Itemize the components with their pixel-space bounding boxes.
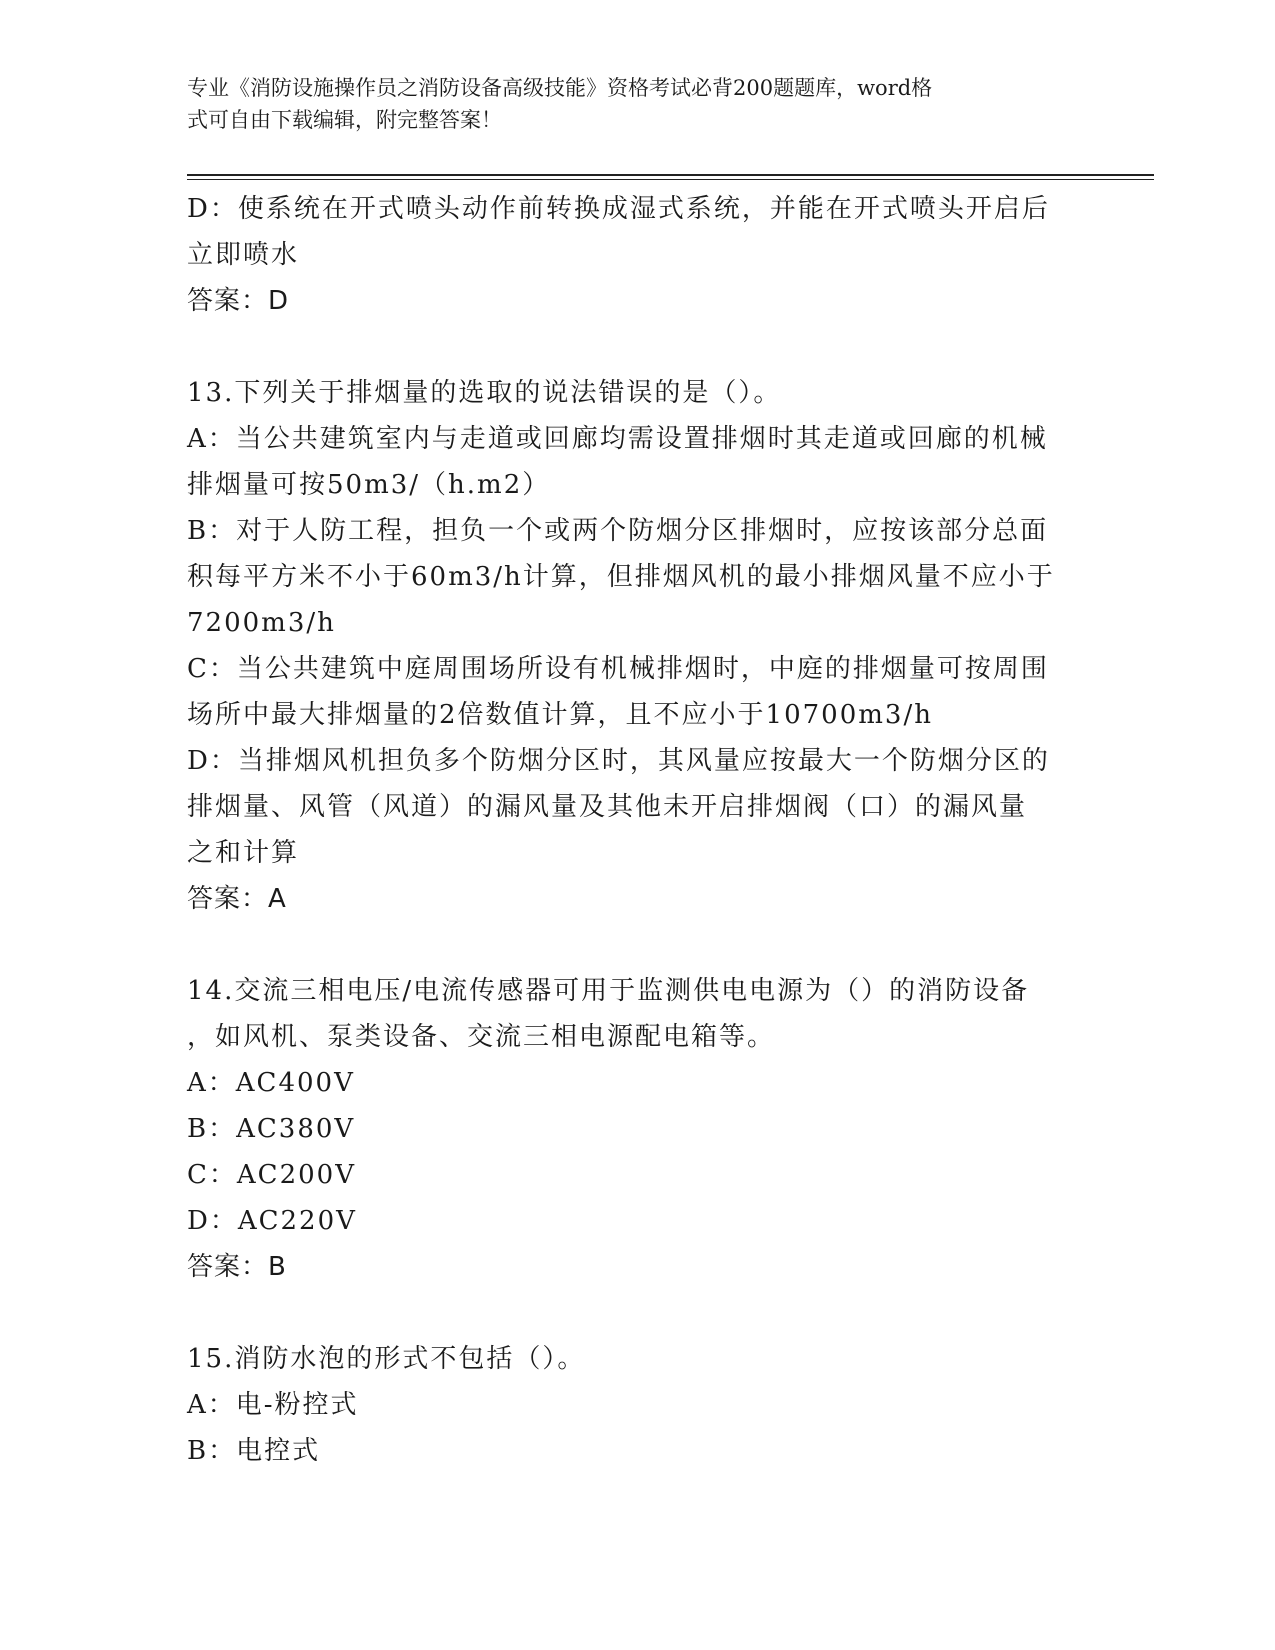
option-d: D：AC220V (187, 1206, 357, 1236)
question-stem: 13.下列关于排烟量的选取的说法错误的是（）。 (187, 378, 782, 408)
option-d-line: 排烟量、风管（风道）的漏风量及其他未开启排烟阀（口）的漏风量 (187, 792, 1028, 822)
spacer (187, 922, 1087, 968)
answer-line: 答案：A (187, 884, 287, 914)
question-14 (187, 968, 1087, 1290)
document-body (187, 186, 1087, 1474)
option-c-line: 场所中最大排烟量的2倍数值计算，且不应小于10700m3/h (187, 700, 933, 730)
option-b: B：电控式 (187, 1436, 321, 1466)
question-15 (187, 1336, 1087, 1474)
header-line-2: 式可自由下载编辑，附完整答案！ (187, 108, 502, 132)
answer-line: 答案：B (187, 1252, 287, 1282)
header-divider (187, 174, 1154, 180)
header-line-1: 专业《消防设施操作员之消防设备高级技能》资格考试必背200题题库，word格 (187, 76, 933, 100)
option-d-line: D：使系统在开式喷头动作前转换成湿式系统，并能在开式喷头开启后 (187, 194, 1050, 224)
option-d-line: D：当排烟风机担负多个防烟分区时，其风量应按最大一个防烟分区的 (187, 746, 1050, 776)
option-a: A：电-粉控式 (187, 1390, 359, 1420)
question-stem: 14.交流三相电压/电流传感器可用于监测供电电源为（）的消防设备 (187, 976, 1030, 1006)
option-a-line: 排烟量可按50m3/（h.m2） (187, 470, 551, 500)
page-header (187, 72, 1067, 136)
question-stem: 15.消防水泡的形式不包括（）。 (187, 1344, 586, 1374)
option-c-line: C：当公共建筑中庭周围场所设有机械排烟时，中庭的排烟量可按周围 (187, 654, 1049, 684)
spacer (187, 1290, 1087, 1336)
question-stem: ，如风机、泵类设备、交流三相电源配电箱等。 (187, 1022, 776, 1052)
question-13 (187, 370, 1087, 922)
option-b-line: 7200m3/h (187, 608, 336, 638)
question-12-tail (187, 186, 1087, 324)
option-b: B：AC380V (187, 1114, 356, 1144)
spacer (187, 324, 1087, 370)
option-c: C：AC200V (187, 1160, 356, 1190)
option-a: A：AC400V (187, 1068, 355, 1098)
option-b-line: B：对于人防工程，担负一个或两个防烟分区排烟时，应按该部分总面 (187, 516, 1049, 546)
option-a-line: A：当公共建筑室内与走道或回廊均需设置排烟时其走道或回廊的机械 (187, 424, 1048, 454)
option-d-line: 之和计算 (187, 838, 300, 868)
option-d-line: 立即喷水 (187, 240, 300, 270)
answer-line: 答案：D (187, 286, 290, 316)
option-b-line: 积每平方米不小于60m3/h计算，但排烟风机的最小排烟风量不应小于 (187, 562, 1055, 592)
